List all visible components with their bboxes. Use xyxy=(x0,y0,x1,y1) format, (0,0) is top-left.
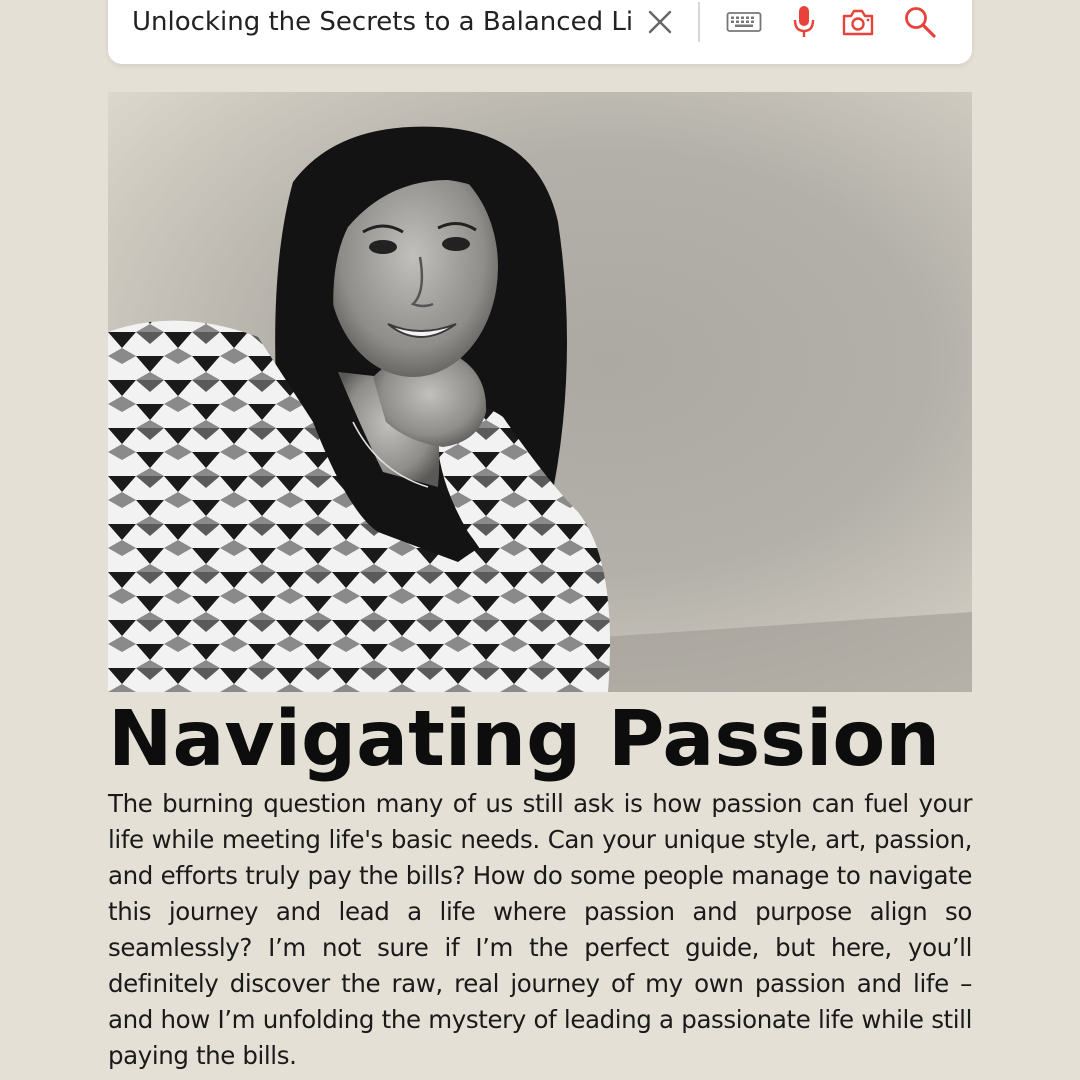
article-body: The burning question many of us still ask is how passion can fuel your life while meeting life's basic needs. Can your unique style, art, passion, and efforts truly pay the bills? How do some people manage to navigate this journey and lead a life where passion and purpose align so seamlessly? I’m not sure if I’m the perfect guide, but here, you’ll definitely discover the raw, real journey of my own passion and life – and how I’m unfolding the mystery of leading a passionate life while still paying the bills. xyxy=(108,789,972,1070)
search-bar xyxy=(108,0,972,64)
article-title: Navigating Passion xyxy=(108,695,941,784)
keyboard-button[interactable] xyxy=(722,0,766,44)
microphone-icon xyxy=(791,4,817,40)
search-input[interactable] xyxy=(132,0,632,44)
search-submit-button[interactable] xyxy=(898,0,942,44)
clear-search-button[interactable] xyxy=(638,0,682,44)
close-icon xyxy=(647,9,673,35)
keyboard-icon xyxy=(726,10,762,34)
image-search-button[interactable] xyxy=(836,0,880,44)
voice-search-button[interactable] xyxy=(782,0,826,44)
search-divider xyxy=(698,2,700,42)
search-icon xyxy=(903,5,937,39)
camera-icon xyxy=(841,7,875,37)
portrait-photo xyxy=(108,92,972,692)
